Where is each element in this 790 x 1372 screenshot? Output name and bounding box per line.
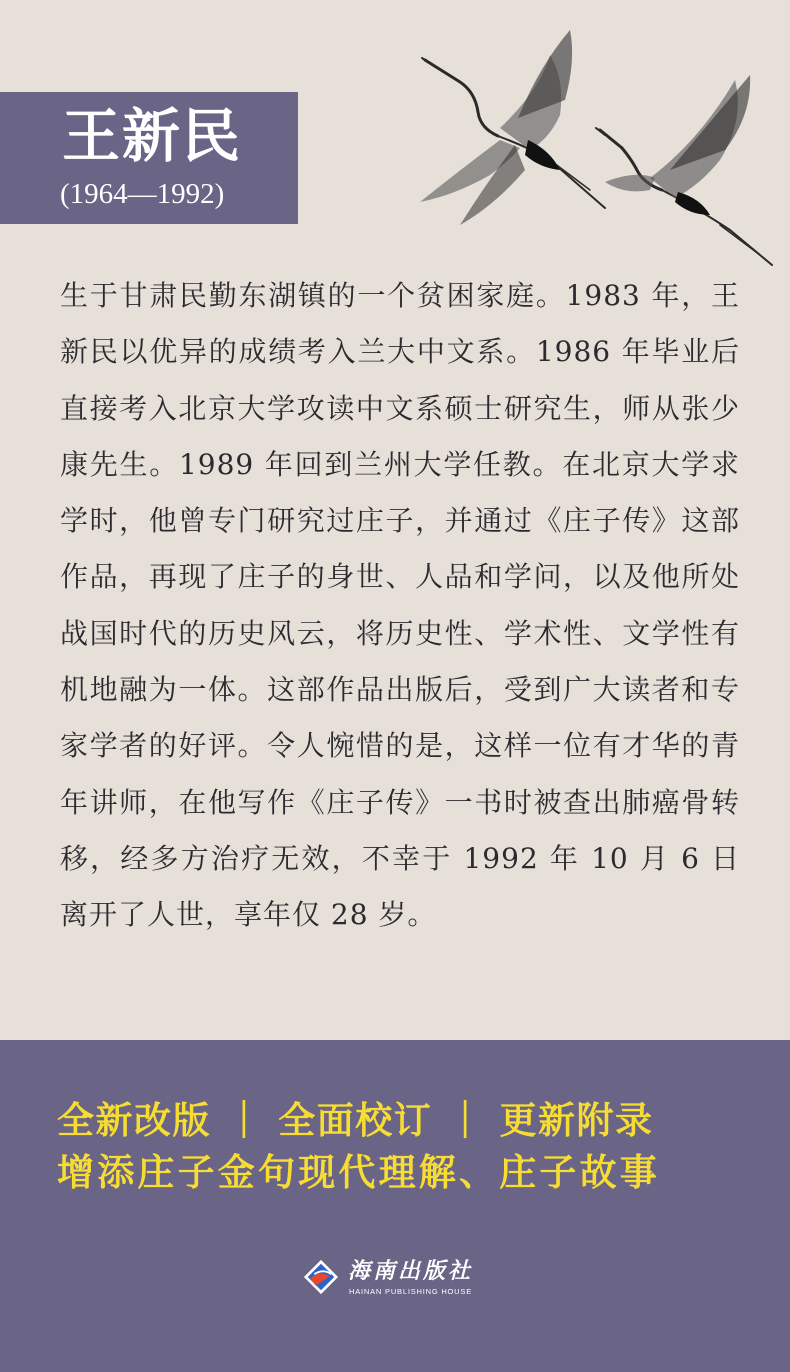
promo-line-1: 全新改版 ｜ 全面校订 ｜ 更新附录 xyxy=(57,1098,654,1142)
author-name: 王新民 xyxy=(62,102,243,170)
publisher-block xyxy=(302,1254,502,1304)
publisher-name: 海南出版社 xyxy=(348,1258,474,1284)
cranes-illustration-icon xyxy=(400,20,780,280)
promo-line-2: 增添庄子金句现代理解、庄子故事 xyxy=(57,1150,660,1194)
author-years: (1964—1992) xyxy=(60,178,225,210)
promo-band xyxy=(0,1040,790,1372)
author-biography: 生于甘肃民勤东湖镇的一个贫困家庭。1983 年，王新民以优异的成绩考入兰大中文系。1986 年毕业后直接考入北京大学攻读中文系硕士研究生，师从张少康先生。1989 年回到兰州大学任教。在北京大学求学时，他曾专门研究过庄子，并通过《庄子传》这部作品，再现了庄子的身世、人品和学问，以及他所处战国时代的历史风云，将历史性、学术性、文学性有机地融为一体。这部作品出版后，受到广大读者和专家学者的好评。令人惋惜的是，这样一位有才华的青年讲师，在他写作《庄子传》一书时被查出肺癌骨转移，经多方治疗无效，不幸于 1992 年 10 月 6 日离开了人世，享年仅 28 岁。 xyxy=(60,279,740,932)
publisher-logo-icon xyxy=(302,1258,340,1296)
publisher-english-name: HAINAN PUBLISHING HOUSE xyxy=(349,1287,473,1296)
